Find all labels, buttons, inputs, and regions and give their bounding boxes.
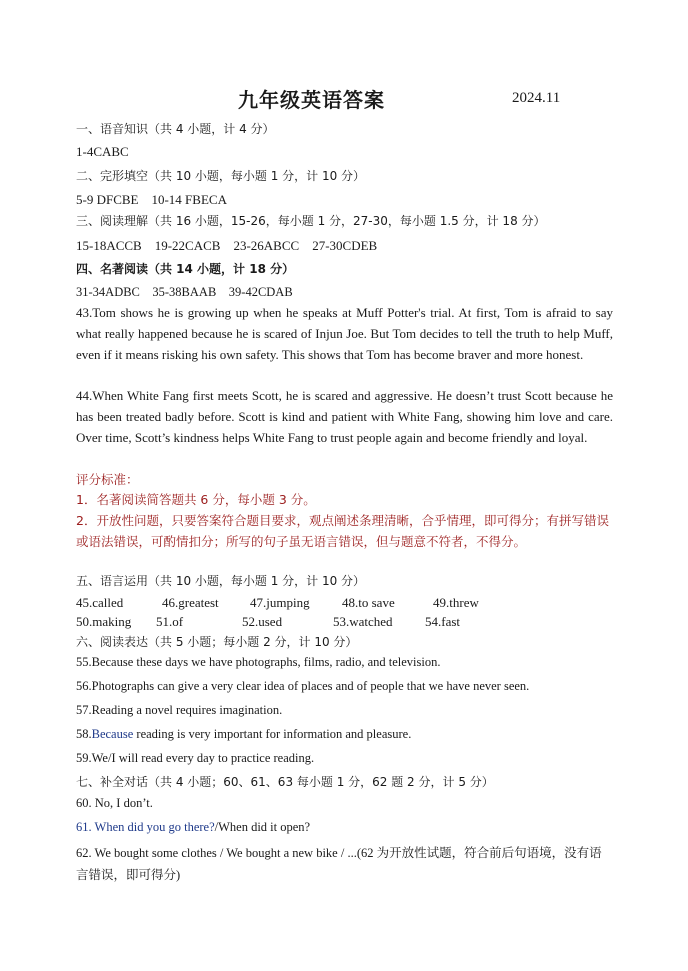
answer-58-number: 58. <box>76 727 92 741</box>
answer-45: 45.called <box>76 595 124 610</box>
section-3-answers: 15-18ACCB 19-22CACB 23-26ABCC 27-30CDEB <box>76 238 378 253</box>
section-5-row-2 <box>76 612 616 632</box>
answer-54: 54.fast <box>425 614 461 629</box>
answer-62: 62. We bought some clothes / We bought a new bike / ...(62 为开放性试题，符合前后句语境，没有语言错误，即可得分) <box>76 846 602 882</box>
title-row <box>0 84 688 114</box>
page-title: 九年级英语答案 <box>238 88 385 112</box>
section-1-answers: 1-4CABC <box>76 144 129 159</box>
section-2-heading: 二、完形填空（共 10 小题，每小题 1 分，计 10 分） <box>76 169 366 183</box>
answer-61-highlight: 61. When did you go there? <box>76 820 215 834</box>
answer-56: 56.Photographs can give a very clear idea of places and of people that we have never seen. <box>76 679 530 693</box>
section-3-heading: 三、阅读理解（共 16 小题，15-26，每小题 1 分，27-30，每小题 1.5 分，计 18 分） <box>76 214 546 228</box>
answer-59: 59.We/I will read every day to practice reading. <box>76 751 315 765</box>
section-5-row-1 <box>76 593 616 613</box>
criteria-label: 评分标准： <box>76 472 139 487</box>
answer-52: 52.used <box>242 614 283 629</box>
section-6-heading: 六、阅读表达（共 5 小题；每小题 2 分，计 10 分） <box>76 635 358 649</box>
section-2-answers: 5-9 DFCBE 10-14 FBECA <box>76 192 227 207</box>
section-5-heading: 五、语言运用（共 10 小题，每小题 1 分，计 10 分） <box>76 574 366 588</box>
criteria-item-1: 1．名著阅读简答题共 6 分，每小题 3 分。 <box>76 492 316 507</box>
answer-49: 49.threw <box>433 595 479 610</box>
section-4-answers: 31-34ADBC 35-38BAAB 39-42CDAB <box>76 285 293 299</box>
answer-46: 46.greatest <box>162 595 219 610</box>
page-date: 2024.11 <box>512 90 561 106</box>
answer-43: 43.Tom shows he is growing up when he speaks at Muff Potter's trial. At first, Tom is afraid to say what really happened because he is scared of Injun Joe. But Tom decides to tell the truth to help Muff, even if it means risking his own safety. This shows that Tom has become braver and more honest. <box>76 305 613 362</box>
answer-60: 60. No, I don’t. <box>76 796 153 810</box>
answer-44: 44.When White Fang first meets Scott, he is scared and aggressive. He doesn’t trust Scott because he has been treated badly before. Scott is kind and patient with White Fang, showing him love and care. Over time, Scott’s kindness helps White Fang to trust people again and become friendly and loyal. <box>76 388 613 445</box>
answer-51: 51.of <box>156 614 184 629</box>
answer-55: 55.Because these days we have photographs, films, radio, and television. <box>76 655 441 669</box>
answer-61 <box>76 817 616 837</box>
answer-58-highlight: Because <box>91 727 134 741</box>
section-7-heading: 七、补全对话（共 4 小题；60、61、63 每小题 1 分，62 题 2 分，计 5 分） <box>76 775 494 789</box>
answer-58-text: reading is very important for information and pleasure. <box>133 727 412 741</box>
criteria-item-2: 2．开放性问题，只要答案符合题目要求，观点阐述条理清晰，合乎情理，即可得分；有拼写错误或语法错误，可酌情扣分；所写的句子虽无语言错误，但与题意不符者，不得分。 <box>76 513 609 549</box>
section-1-heading: 一、语音知识（共 4 小题，计 4 分） <box>76 122 275 136</box>
answer-57: 57.Reading a novel requires imagination. <box>76 703 283 717</box>
answer-58 <box>76 724 616 744</box>
answer-47: 47.jumping <box>250 595 310 610</box>
answer-50: 50.making <box>76 614 132 629</box>
section-4-heading: 四、名著阅读（共 14 小题，计 18 分） <box>76 262 295 276</box>
answer-61-text: /When did it open? <box>214 820 311 834</box>
answer-53: 53.watched <box>333 614 393 629</box>
answer-48: 48.to save <box>342 595 395 610</box>
